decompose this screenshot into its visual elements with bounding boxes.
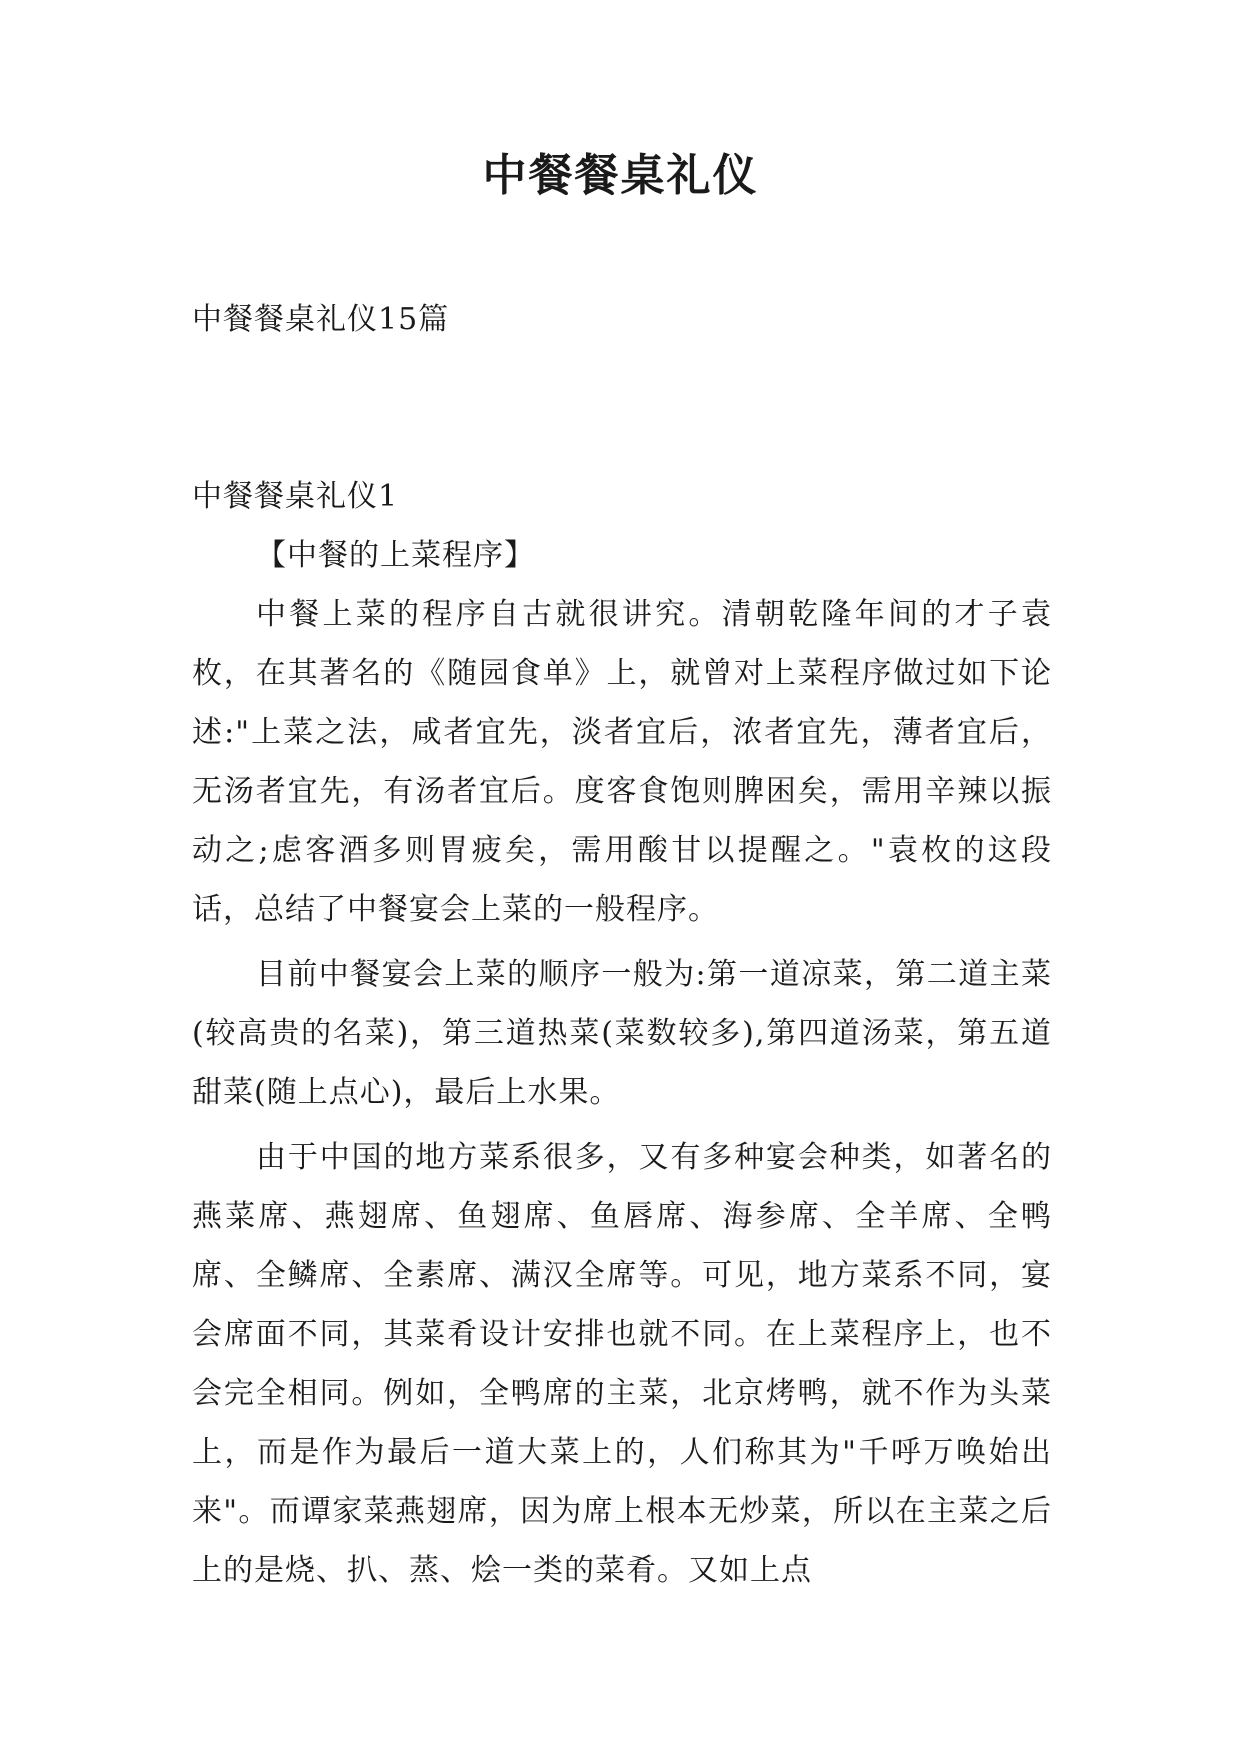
bracket-heading: 【中餐的上菜程序】 xyxy=(256,538,535,573)
paragraph: 目前中餐宴会上菜的顺序一般为:第一道凉菜，第二道主菜(较高贵的名菜)，第三道热菜(菜数较多),第四道汤菜，第五道甜菜(随上点心)，最后上水果。 xyxy=(192,957,1052,1110)
section-heading: 中餐餐桌礼仪1 xyxy=(192,479,399,514)
paragraph: 由于中国的地方菜系很多，又有多种宴会种类，如著名的燕菜席、燕翅席、鱼翅席、鱼唇席、海参席、全羊席、全鸭席、全鳞席、全素席、满汉全席等。可见，地方菜系不同，宴会席面不同，其菜肴设计安排也就不同。在上菜程序上，也不会完全相同。例如，全鸭席的主菜，北京烤鸭，就不作为头菜上，而是作为最后一道大菜上的，人们称其为"千呼万唤始出来"。而谭家菜燕翅席，因为席上根本无炒菜，所以在主菜之后上的是烧、扒、蒸、烩一类的菜肴。又如上点 xyxy=(192,1140,1052,1588)
spacer xyxy=(192,349,1052,467)
document-body xyxy=(192,290,1052,1600)
paragraph: 中餐上菜的程序自古就很讲究。清朝乾隆年间的才子袁枚，在其著名的《随园食单》上，就曾对上菜程序做过如下论述:"上菜之法，咸者宜先，淡者宜后，浓者宜先，薄者宜后，无汤者宜先，有汤者宜后。度客食饱则脾困矣，需用辛辣以振动之;虑客酒多则胃疲矣，需用酸甘以提醒之。"袁枚的这段话，总结了中餐宴会上菜的一般程序。 xyxy=(192,597,1052,927)
document-subtitle: 中餐餐桌礼仪15篇 xyxy=(192,302,450,337)
document-title: 中餐餐桌礼仪 xyxy=(482,150,759,201)
